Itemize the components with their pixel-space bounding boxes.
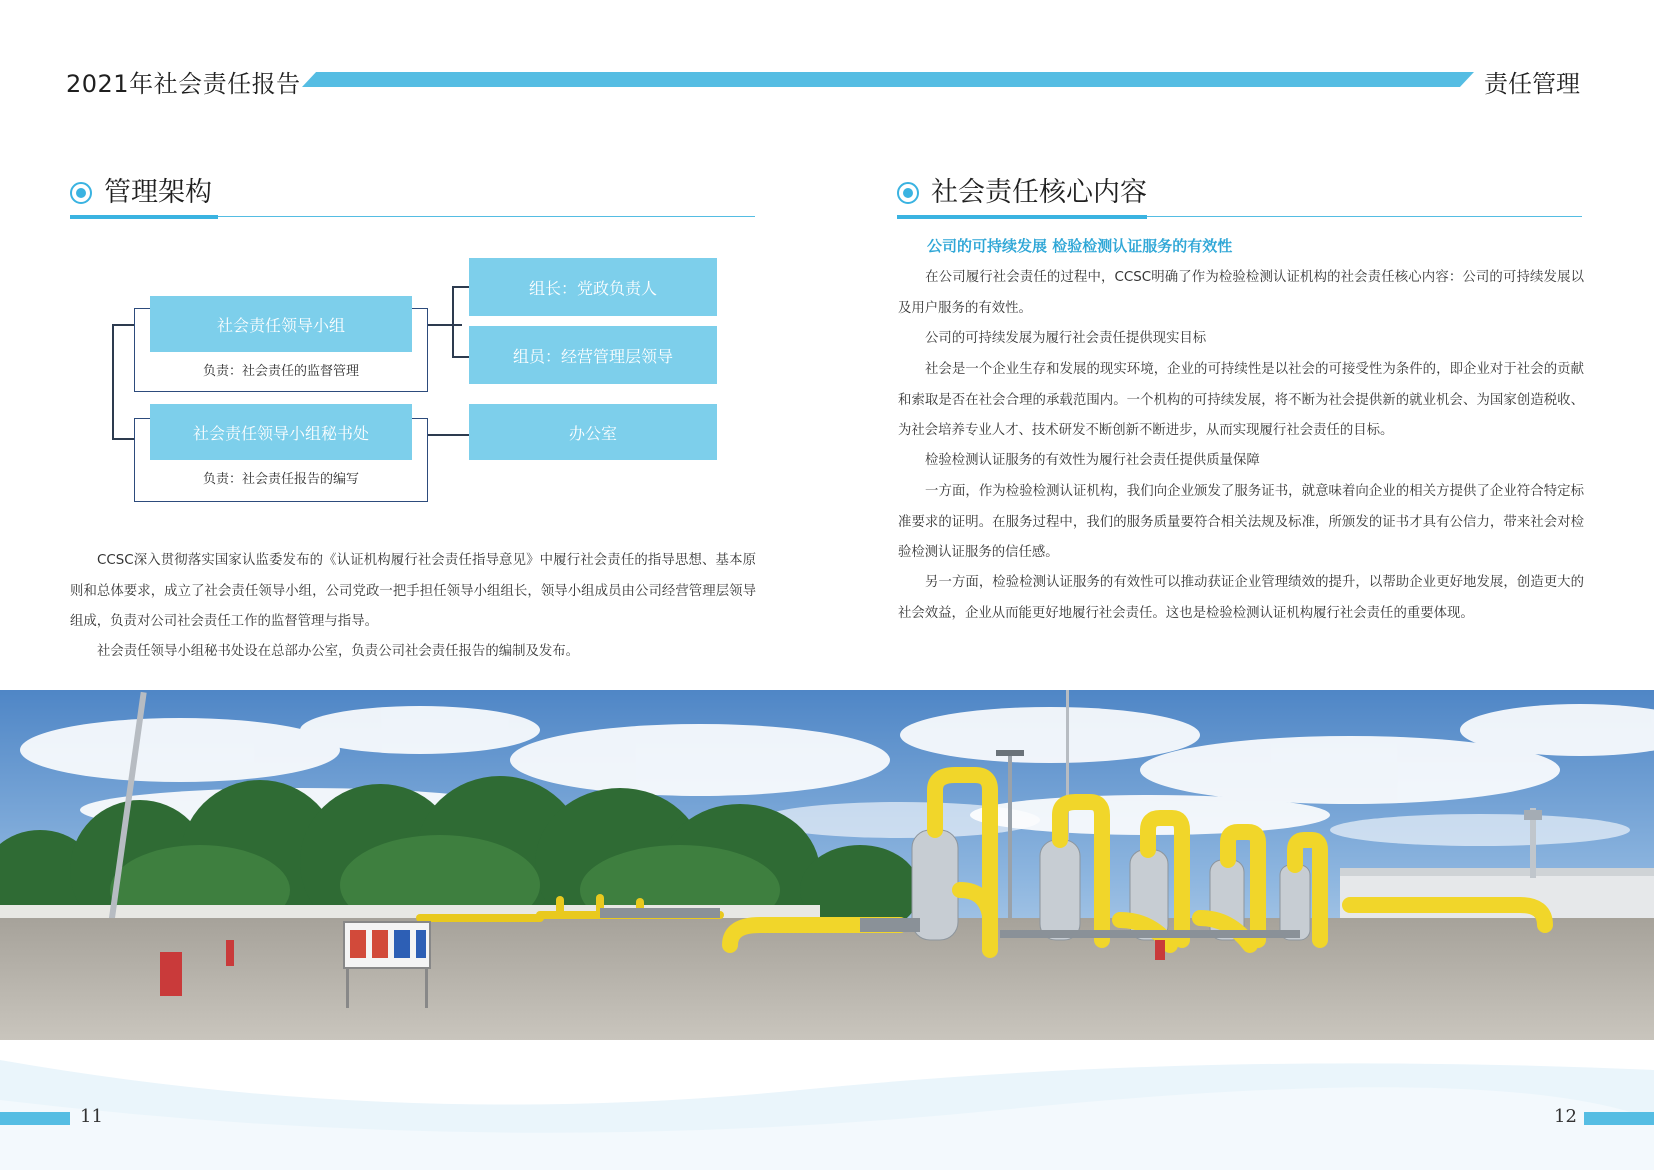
bullet-circle-icon (70, 182, 92, 204)
leader-group-box: 社会责任领导小组 (150, 296, 412, 352)
connector-leader-out (428, 324, 462, 326)
secretariat-duty: 负责：社会责任报告的编写 (202, 472, 359, 487)
connector-left-bottom (112, 438, 134, 440)
right-paragraph-2: 社会是一个企业生存和发展的现实环境，企业的可持续性是以社会的可接受性为条件的，即企业对于社会的贡献和索取是否在社会合理的承载范围内。一个机构的可持续发展，将不断为社会提供新的就业机会、为国家创造税收、为社会培养专业人才、技术研发不断创新不断进步，从而实现履行社会责任的目标。 (898, 362, 1584, 438)
right-paragraph-4: 另一方面，检验检测认证服务的有效性可以推动获证企业管理绩效的提升，以帮助企业更好地发展，创造更大的社会效益，企业从而能更好地履行社会责任。这也是检验检测认证机构履行社会责任的重要体现。 (898, 575, 1584, 621)
connector-head (452, 286, 470, 288)
page-number-left: 11 (80, 1106, 103, 1127)
right-section-heading (897, 170, 1582, 220)
secretariat-box: 社会责任领导小组秘书处 (150, 404, 412, 460)
heading-underline-accent (897, 215, 1147, 219)
section-title: 责任管理 (1484, 70, 1580, 98)
connector-left-vertical (112, 324, 114, 438)
leader-group-duty: 负责：社会责任的监督管理 (202, 364, 359, 379)
connector-members (452, 356, 470, 358)
left-heading-text: 管理架构 (104, 177, 212, 208)
right-subtitle-2: 检验检测认证服务的有效性为履行社会责任提供质量保障 (925, 453, 1260, 468)
report-title: 2021年社会责任报告 (66, 70, 301, 98)
footer-wave-decoration (0, 1040, 1654, 1170)
page-bar-right (1584, 1112, 1654, 1125)
right-paragraph-3: 一方面，作为检验检测认证机构，我们向企业颁发了服务证书，就意味着向企业的相关方提供了企业符合特定标准要求的证明。在服务过程中，我们的服务质量要符合相关法规及标准，所颁发的证书才具有公信力，带来社会对检验检测认证服务的信任感。 (898, 484, 1584, 560)
connector-left-top (112, 324, 134, 326)
connector-office (428, 434, 470, 436)
left-paragraph-1: CCSC深入贯彻落实国家认监委发布的《认证机构履行社会责任指导意见》中履行社会责任的指导思想、基本原则和总体要求，成立了社会责任领导小组，公司党政一把手担任领导小组组长，领导小组成员由公司经营管理层领导组成，负责对公司社会责任工作的监督管理与指导。 (70, 553, 756, 629)
page-number-right: 12 (1554, 1106, 1577, 1127)
members-box: 组员：经营管理层领导 (469, 326, 717, 384)
left-paragraph-2: 社会责任领导小组秘书处设在总部办公室，负责公司社会责任报告的编制及发布。 (97, 644, 580, 659)
right-subheading: 公司的可持续发展 检验检测认证服务的有效性 (927, 237, 1233, 255)
bullet-circle-icon (897, 182, 919, 204)
right-paragraph-1: 在公司履行社会责任的过程中，CCSC明确了作为检验检测认证机构的社会责任核心内容：公司的可持续发展以及用户服务的有效性。 (898, 270, 1584, 316)
heading-underline-accent (70, 215, 218, 219)
right-subtitle-1: 公司的可持续发展为履行社会责任提供现实目标 (925, 331, 1207, 346)
connector-right-vertical (452, 286, 454, 356)
head-box: 组长：党政负责人 (469, 258, 717, 316)
right-heading-text: 社会责任核心内容 (931, 177, 1147, 208)
page-bar-left (0, 1112, 70, 1125)
gas-station-photo (0, 690, 1654, 1040)
org-chart (110, 254, 730, 504)
office-box: 办公室 (469, 404, 717, 460)
left-section-heading (70, 170, 755, 220)
header-accent-bar (302, 72, 1474, 87)
